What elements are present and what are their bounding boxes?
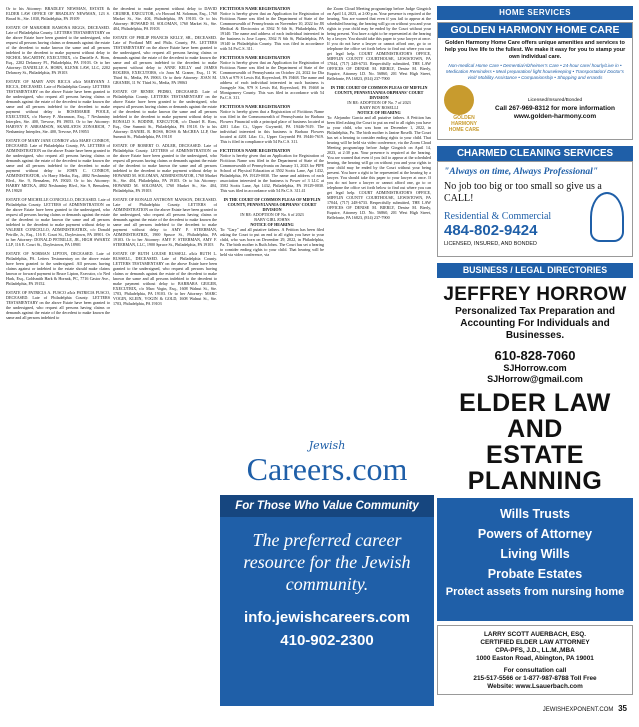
estate-notice: ESTATE OF RUTH LOUISE RUSSELL a/k/a RUTH L. RUSSELL, DECEASED. Late of Philadelphia County. LETTERS TESTAMENTARY on the above Estate have been granted to the undersigned, who request all persons having claims or demands against the estate of the decedent to make known the same and all persons indebted to the decedent to make payment without delay to BARBARA GEIGER, EXECUTRIX, c/o Marc Vogin, Esq., 1608 Walnut St., Ste. 1703, Philadelphia, PA 19103. Or to her Attorney: MARC VOGIN, KLEIN, VOGIN & GOLD, 1608 Walnut St., Ste. 1703, Philadelphia, PA 19103 bbox=[113, 251, 217, 306]
consult-phones: 215-517-5566 or 1-877-987-8788 Toll Free bbox=[473, 675, 597, 682]
legal-notices-column-1 bbox=[6, 6, 110, 706]
logo-careers: Careers.com bbox=[246, 451, 408, 487]
adoption-matter: IN RE: ADOPTION OF No. 7 of 2023 bbox=[347, 100, 411, 105]
hearing-notice-body: To: "Gary" and all putative fathers. A Petition has been filed asking the Court to put an end to all rights you have to your child, who was born on December 29, 2022, in Philadelphia, Pa. The birth mother is Ruth Johns. The Court has set a hearing to consider ending rights to your child. That hearing will be held via video conference, via bbox=[220, 227, 324, 257]
ad-website-link[interactable]: info.jewishcareers.com bbox=[244, 609, 410, 626]
newspaper-page bbox=[6, 6, 633, 706]
legal-notices-column-2 bbox=[113, 6, 217, 706]
website-link[interactable]: www.golden-harmony.com bbox=[513, 113, 597, 120]
firm-line: CPA-PFS, J.D., LL.M.,MBA bbox=[495, 647, 575, 654]
estate-notice: ESTATE OF RONALD ANTHONY MANSON, DECEASED. Late of Philadelphia County. LETTERS of ADMINISTRATION on the above Estate have been granted to the undersigned, who request all persons having claims or demands against the estate of the decedent to make known the same and all persons indebted to the decedent to make payment without delay to AMY F. STEERMAN, ADMINISTRATRIX, 1900 Spruce St., Philadelphia, PA 19103. Or to her Attorney: AMY F. STEERMAN, AMY F. STEERMAN, LLC, 1900 Spruce St., Philadelphia, PA 19103 bbox=[113, 197, 217, 247]
fictitious-name-notice: Notice is hereby given that an Application for Registration of Fictitious Name was filed in the Department of State of the Commonwealth of Pennsylvania on October 24, 2022 for Dia USA at 979 S Lewis Rd, Royersford, PA 19468. The name and address of each individual interested in such business is Joongryle Sin, 979 S Lewis Rd, Royersford, PA 19468 in Montgomery County. This was filed in accordance with 54 Pa.C.S. 311. bbox=[220, 60, 324, 100]
notice-title: FICTITIOUS NAME REGISTRATION bbox=[220, 148, 291, 153]
ad-service-types: Residential & Commercial bbox=[444, 211, 552, 222]
ad-license: LICENSED, INSURED, AND BONDED bbox=[444, 241, 537, 247]
jewish-careers-logo bbox=[220, 431, 434, 495]
ad-website-link[interactable]: SJHorrow.com bbox=[503, 363, 567, 373]
licensed-text: Licensed/Insured/Bonded bbox=[527, 98, 583, 103]
ad-tagline: For Those Who Value Community bbox=[220, 495, 434, 517]
ad-services-list: Non-medical Home Care • Dementia/Alzheimer's Care • 24-hour care/ hourly/Live in • Medication Reminders • Meal preparation/ light housekeeping • Transportation/ Doctor's visit/ Mobility Assistance • Companionship • Shopping and errands bbox=[446, 63, 624, 80]
estate-notice: ESTATE OF PATRICIA A. FUSCO a/k/a PATRICIA FUSCO, DECEASED. Late of Philadelphia County. LETTERS TESTAMENTARY on the above Estate have been granted to the undersigned, who request all persons having claims or demands against the estate of the decedent to make known the same and all persons indebted to bbox=[6, 290, 110, 320]
golden-harmony-ad[interactable] bbox=[437, 22, 633, 140]
jeffrey-horrow-ad[interactable] bbox=[437, 278, 633, 385]
notice-title: FICTITIOUS NAME REGISTRATION bbox=[220, 55, 291, 60]
estate-notice: ESTATE OF MARJORIE RAMONA RIGGS, DECEASED. Late of Philadelphia County. LETTERS TESTAMENTARY on the above Estate have been granted to the undersigned, who request all persons having claims or demands against the estate of the decedent to make known the same and all persons indebted to the decedent to make payment without delay to NICHOL McCARTHY, EXECUTRIX, c/o Danielle A. Horn, Esq., 2202 Delancey Pl., Philadelphia, PA 19103. Or to her Attorney: DANIELLE A. HORN, KLENK LAW, LLC, 2202 Delancey St., Philadelphia, PA 19103 bbox=[6, 25, 110, 75]
law-firm-contact[interactable] bbox=[437, 625, 633, 695]
ad-email-link[interactable]: SJHorrow@gmail.com bbox=[487, 374, 583, 384]
elder-line-1: ELDER LAW bbox=[459, 389, 611, 417]
ad-title: GOLDEN HARMONY HOME CARE bbox=[438, 23, 632, 38]
ad-subtitle: Golden Harmony Home Care offers unique amenities and services to help you live life to the fullest. We make it easy for you to stamp your own individual care. bbox=[444, 40, 626, 60]
estate-notice: ESTATE OF RENEE PEDRO, DECEASED. Late of Philadelphia County. LETTERS TESTAMENTARY on the above Estate have been granted to the undersigned, who request all persons having claims or demands against the estate of the decedent to make known the same and all persons indebted to the decedent to make payment without delay to RONALD S. BODINE, EXECUTOR, c/o Daniel R. Ross, Esq., One Summit St., Philadelphia, PA 19118. Or to his Attorney: DANIEL R. ROSS, ROSS & McCREA LLP, One Summit St., Philadelphia, PA 19118 bbox=[113, 89, 217, 139]
gold-crest-icon bbox=[444, 85, 474, 115]
firm-line: LARRY SCOTT AUERBACH, ESQ. bbox=[483, 631, 587, 638]
notice-title: FICTITIOUS NAME REGISTRATION bbox=[220, 104, 291, 109]
estate-notice: ESTATE OF MARY JANE CONROY a/k/a MARY CONROY, DECEASED. Late of Philadelphia County, PA. LETTERS of ADMINISTRATION on the above Estate have been granted to the undersigned, who request all persons having claims or demands against the estate of the decedent to make known the same and all persons indebted to the decedent to make payment without delay to JOHN C. CONROY, ADMINISTRATOR, c/o Harry Metka, Esq., 4802 Neshaminy Blvd., Ste. 9, Bensalem, PA 19020. Or to his Attorney: HARRY METKA, 4802 Neshaminy Blvd., Ste. 9, Bensalem, PA 19020 bbox=[6, 138, 110, 193]
fictitious-name-notice: Notice is hereby given that a Registration of Fictitious Name was filed in the Commonwealth of Pennsylvania for Barbara Flowers Financial with a principal place of business located at 4201 Lilac Ct., Upper Gwynedd, PA 19446-7619. The individual interested in this business is Barbara Flowers located at 4201 Lilac Ct., Upper Gwynedd PA 19446-7619. This is filed in compliance with 54 Pa.C.S. 311. bbox=[220, 109, 324, 144]
ad-description: Personalized Tax Preparation and Accounting For Individuals and Businesses. bbox=[455, 306, 615, 341]
estate-notice: ESTATE OF MICHELLE CONICELLO, DECEASED. Late of Philadelphia County. LETTERS of ADMINISTRATION on the above Estate have been granted to the undersigned, who request all persons having claims or demands against the estate of the decedent to make known the same and all persons indebted to the decedent to make payment without delay to VALERIE CONICELLO, ADMINISTRATRIX, c/o Donald Petrille, Jr., Esq., 116 E. Court St., Doylestown, PA 18901. Or to her Attorney: DONALD PETRILLE, JR., HIGH SWARTZ LLP, 116 E. Court St., Doylestown, PA 18901 bbox=[6, 197, 110, 247]
ad-phone: 610-828-7060 bbox=[494, 348, 576, 363]
fictitious-name-notice: Notice is hereby given that an Application for Registration of Fictitious Name was filed in the Department of State of the Commonwealth of Pennsylvania on January 31, 2023 for PIPE School of Physical Education at 3502 Scotts Lane, Apt 1432, Philadelphia, PA 19129-0030. The name and address of each association interested in the business is Power of 3 LLC at 3502 Scotts Lane, Apt 1432, Philadelphia, PA 19129-0030. This was filed in accordance with 54 Pa.C.S. 311.41 bbox=[220, 153, 324, 193]
notice-of-hearing: NOTICE OF HEARING bbox=[250, 222, 294, 227]
estate-notice: Or to his Attorney: BRADLEY NEWMAN, ESTATE & ELDER LAW OFFICE OF BRADLEY NEWMAN, 123 S. Broad St., Ste. 1030, Philadelphia, PA 19109 bbox=[6, 6, 110, 21]
service-item: Living Wills bbox=[500, 547, 570, 561]
estate-notice: ESTATE OF NORMAN LIPTON, DECEASED. Late of Philadelphia, PA. Letters Testamentary on the above estate have been granted to the undersigned. All persons having claims against or indebted to the estate should make claims known or forward payment to Bruce Lipton, Executor, c/o Ned Hark, Esq., Goldsmith Hark & Hornak, PC, 7716 Castor Ave., Philadelphia, PA 19152. bbox=[6, 251, 110, 286]
call-text: Call 267-969-8312 for more information bbox=[495, 105, 615, 112]
estate-notice: ESTATE OF MARY ANN RICCA a/k/a MARYANN J. RICCA, DECEASED. Late of Philadelphia County. LETTERS TESTAMENTARY on the above Estate have been granted to the undersigned, who request all persons having claims or demands against the estate of the decedent to make known the same and all persons indebted to the decedent to make payment without delay to ROSEMARIE POOLE, EXECUTRIX, c/o Harvey P. Abramson, Esq., 7 Neshaminy Interplex, Ste. 400, Trevose, PA 19053. Or to her Attorney: HARVEY P. ABRAMSON, SKARLATOS ZONARICH, 7 Neshaminy Interplex, Ste. 400, Trevose, PA 19053 bbox=[6, 79, 110, 134]
section-header-legal: BUSINESS / LEGAL DIRECTORIES bbox=[437, 263, 633, 278]
hearing-notice-body: the Zoom Cloud Meeting program/app before Judge Gingrich on April 14, 2023, at 2:00 p.m. Your presence is required at the hearing. You are warned that even if you fail to appear at the scheduled hearing, the hearing will go on without you and your rights to your child may be ended by the Court without your being present. You have a right to be represented at the hearing by a lawyer. You should take this paper to your lawyer at once. If you do not have a lawyer or cannot afford one, go to or telephone the office set forth below to find out where you can get legal help. COURT ADMINISTRATOR'S OFFICE, MIFFLIN COUNTY COURTHOUSE, LEWISTOWN, PA 17044, (717) 248-6733. Respectfully submitted, THE LAW OFFICES OF DENISE M. BIERLY, Denise M. Bierly, Esquire, Attorney I.D. No. 56860, 201 West High Street, Bellefonte, PA 16823, (814) 237-7900 bbox=[327, 6, 431, 81]
golden-harmony-logo bbox=[444, 85, 484, 133]
ad-slogan: No job too big or too small so give us a CALL! bbox=[444, 181, 602, 204]
adoption-matter: IN RE: ADOPTION OF No. 6 of 2023 bbox=[240, 212, 304, 217]
service-item: Powers of Attorney bbox=[477, 527, 593, 541]
consult-text: For consultation call bbox=[503, 667, 567, 674]
charmed-cleaning-ad[interactable] bbox=[437, 161, 633, 257]
elder-line-2: AND bbox=[507, 415, 563, 443]
child-name: BABY GIRL JOHNS bbox=[254, 217, 290, 222]
firm-line: CERTIFIED ELDER LAW ATTORNEY bbox=[480, 639, 590, 646]
logo-jewish: Jewish bbox=[308, 439, 346, 452]
child-name: BABY BOY ROSELLI bbox=[359, 105, 399, 110]
fictitious-name-notice: Notice is hereby given that an Application for Registration of Fictitious Name was filed in the Department of State of the Commonwealth of Pennsylvania on November 10, 2022 for JR Medical & Electronics at 3562 N 6th St, Philadelphia, PA 19140. The name and address of each individual interested in the business is Jose Lopez, 3562 N 6th St, Philadelphia, PA 19140 in Philadelphia County. This was filed in accordance with 54 Pa.C.S. 311. bbox=[220, 11, 324, 51]
elder-law-services bbox=[437, 498, 633, 621]
court-heading: IN THE COURT OF COMMON PLEAS OF MIFFLIN COUNTY, PENNSYLVANIA ORPHANS' COURT DIVISION bbox=[330, 85, 428, 100]
service-item: Protect assets from nursing home bbox=[445, 586, 625, 598]
estate-notice: ESTATE OF PHILIP FRANCIS KELLY, SR., DECEASED. Late of Portland ME and Phila. County, PA. LETTERS TESTAMENTARY on the above Estate have been granted to the undersigned, who request all persons having claims or demands against the estate of the decedent to make known the same and all persons indebted to the decedent to make payment without delay to ANNE KELLY and JAMES ROGERS, EXECUTORS, c/o Joan M. Graner, Esq., 11 W. Third St., Media, PA 19063. Or to their Attorney: JOAN M. GRANER, 11 W. Third St., Media, PA 19063 bbox=[113, 35, 217, 85]
jewish-careers-ad[interactable] bbox=[220, 431, 434, 706]
footer-site: JEWISHEXPONENT.COM bbox=[542, 707, 614, 713]
ad-phone: 410-902-2300 bbox=[280, 632, 374, 649]
logo-brand-name: GOLDEN HARMONY HOME CARE bbox=[448, 115, 480, 133]
estate-notice: the decedent to make payment without delay to DAVID CRUBER, EXECUTOR, c/o Howard M. Soloman, Esq., 1760 Market St., Ste. 404, Philadelphia, PA 19103. Or to his Attorney: HOWARD M. SOLOMAN, 1760 Market St., Ste. 404, Philadelphia, PA 19103 bbox=[113, 6, 217, 31]
estate-notice: ESTATE OF ROBERT O. ADLER, DECEASED. Late of Philadelphia County. LETTERS of ADMINISTRATION on the above Estate have been granted to the undersigned, who request all persons having claims or demands against the estate of the decedent to make known the same and all persons indebted to the decedent to make payment without delay to HOWARD M. SOLOMAN, ADMINISTRATOR, 1760 Market St., Ste. 404, Philadelphia, PA 19103. Or to his Attorney: HOWARD M. SOLOMAN, 1760 Market St., Ste. 404, Philadelphia, PA 19103 bbox=[113, 143, 217, 193]
ad-contact bbox=[484, 97, 626, 121]
page-footer bbox=[431, 704, 627, 713]
page-number: 35 bbox=[618, 704, 627, 713]
elder-line-4: PLANNING bbox=[467, 467, 603, 495]
ad-quote: "Always on time, Always Professional" bbox=[444, 167, 599, 177]
notice-of-hearing: NOTICE OF HEARING bbox=[357, 110, 401, 115]
firm-address: 1000 Easton Road, Abington, PA 19001 bbox=[476, 655, 594, 662]
service-item: Probate Estates bbox=[487, 567, 583, 581]
notice-title: FICTITIOUS NAME REGISTRATION bbox=[220, 6, 291, 11]
service-item: Wills Trusts bbox=[499, 507, 571, 521]
section-header-home-services: HOME SERVICES bbox=[437, 6, 633, 20]
elder-line-3: ESTATE bbox=[486, 441, 584, 469]
court-heading: IN THE COURT OF COMMON PLEAS OF MIFFLIN COUNTY, PENNSYLVANIA ORPHANS' COURT DIVISION bbox=[223, 197, 321, 212]
charmed-cleaning-header: CHARMED CLEANING SERVICES bbox=[437, 146, 633, 161]
ad-headline: The preferred career resource for the Jewish community. bbox=[243, 530, 411, 594]
ad-contact-row bbox=[438, 81, 632, 133]
elder-law-heading bbox=[437, 390, 633, 494]
ad-name: JEFFREY HORROW bbox=[443, 284, 627, 305]
ad-phone: 484-802-9424 bbox=[444, 222, 538, 239]
firm-website-link[interactable]: Website: www.Lsauerbach.com bbox=[487, 683, 583, 690]
hearing-notice-body: To: Alejandro Garcia and all putative fathers. A Petition has been filed asking the Court to put an end to all rights you have to your child, who was born on December 1, 2022, in Philadelphia, Pa. The birth mother is Janine Roselli. The Court has set a hearing to consider ending rights to your child. That hearing will be held via video conference, via the Zoom Cloud Meeting program/app before Judge Gingrich on April 14, 2023, at 2:30 p.m. Your presence is required at the hearing. You are warned that even if you fail to appear at the scheduled hearing, the hearing will go on without you and your rights to your child may be ended by the Court without your being present. You have a right to be represented at the hearing by a lawyer. You should take this paper to your lawyer at once. If you do not have a lawyer or cannot afford one, go to or telephone the office set forth below to find out where you can get legal help. COURT ADMINISTRATOR'S OFFICE, MIFFLIN COUNTY COURTHOUSE, LEWISTOWN, PA 17044, (717) 248-6733. Respectfully submitted, THE LAW OFFICES OF DENISE M. BIERLY, Denise M. Bierly, Esquire, Attorney I.D. No. 56860, 201 West High Street, Bellefonte, PA 16823, (814) 237-7900 bbox=[327, 115, 431, 220]
cleaning-bucket-icon bbox=[590, 192, 624, 242]
directory-sidebar bbox=[437, 6, 633, 706]
